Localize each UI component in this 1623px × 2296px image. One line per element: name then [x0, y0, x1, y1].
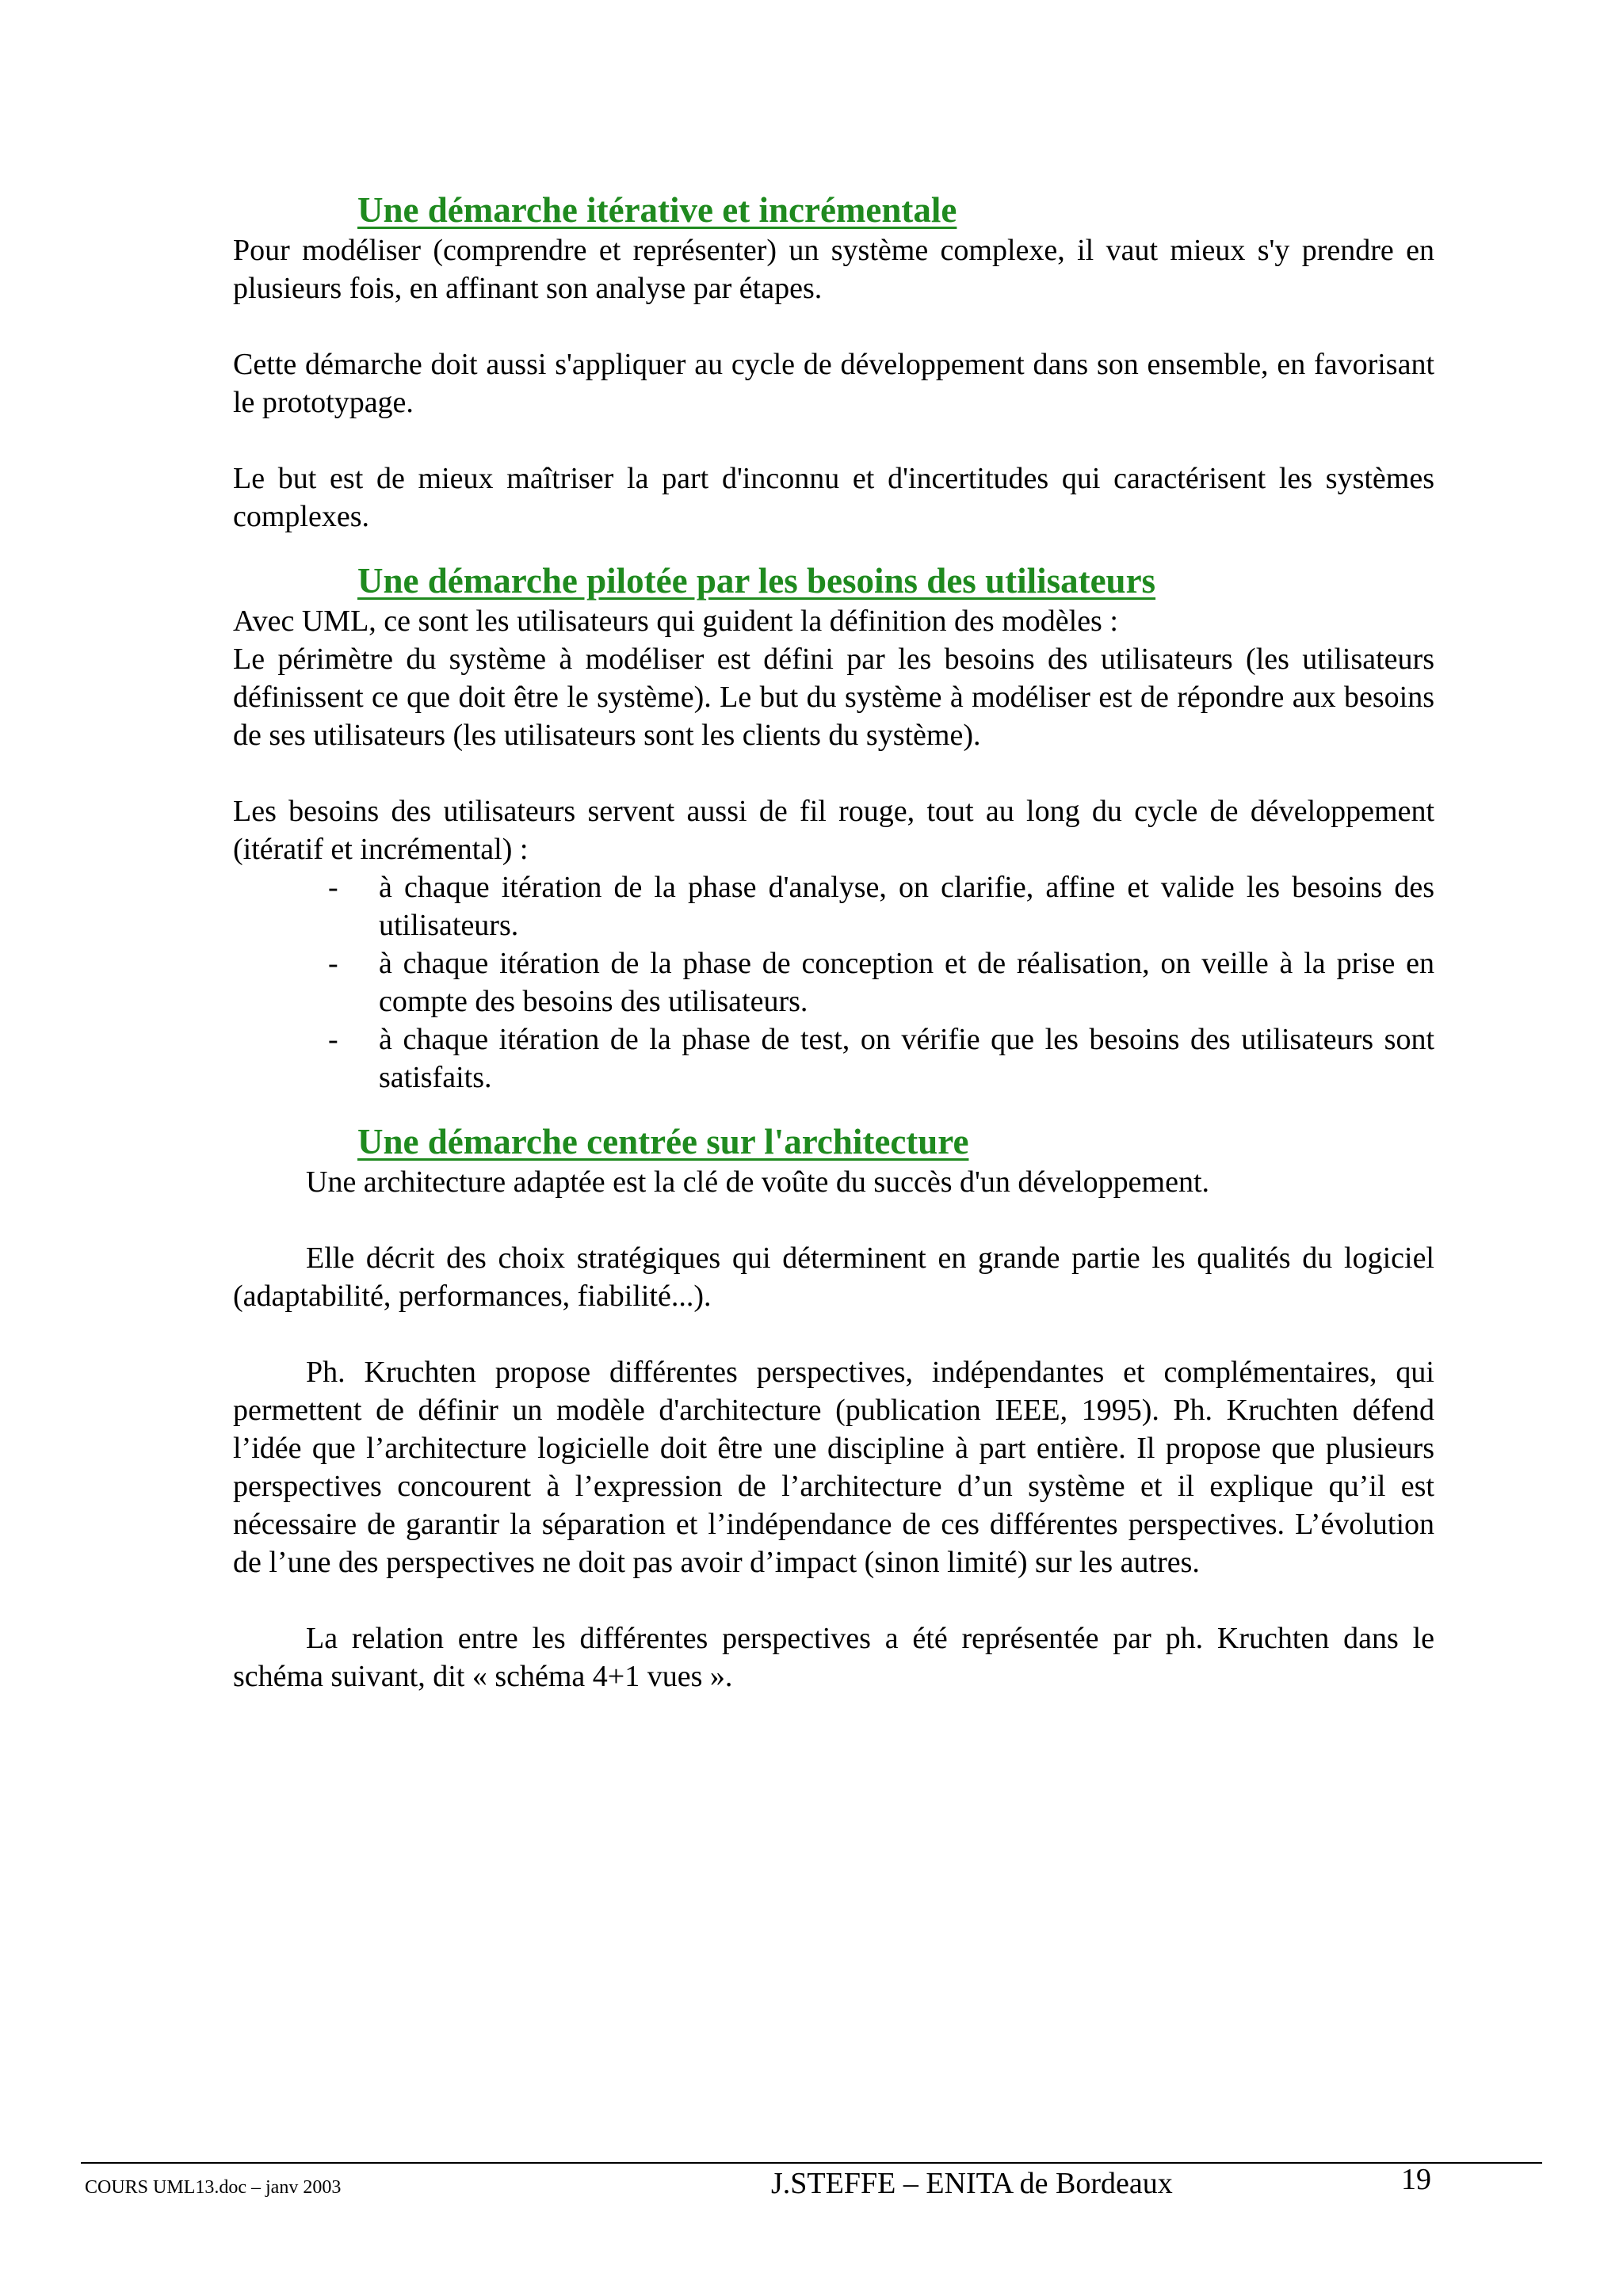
paragraph: Elle décrit des choix stratégiques qui déterminent en grande partie les qualités du logiciel (adaptabilité, performances, fiabilité...). — [233, 1241, 1434, 1313]
paragraph: Une architecture adaptée est la clé de voûte du succès d'un développement. — [306, 1165, 1210, 1199]
spacer — [233, 754, 1434, 792]
spacer — [233, 536, 1434, 559]
paragraph: Le périmètre du système à modéliser est défini par les besoins des utilisateurs (les utilisateurs définissent ce que doit être le système). Le but du système à modéliser est de répondre aux besoins de ses utilisateurs (les utilisateurs sont les clients du système). — [233, 643, 1434, 752]
paragraph: Avec UML, ce sont les utilisateurs qui guident la définition des modèles : — [233, 605, 1118, 638]
bullet-list — [233, 868, 1434, 1097]
bullet-dash: - — [328, 871, 338, 904]
list-item — [233, 944, 1434, 1020]
paragraph: Pour modéliser (comprendre et représenter) un système complexe, il vaut mieux s'y prendre en plusieurs fois, en affinant son analyse par étapes. — [233, 234, 1434, 305]
bullet-dash: - — [328, 947, 338, 980]
footer-filename: COURS UML13.doc – janv 2003 — [85, 2177, 342, 2198]
footer-author: J.STEFFE – ENITA de Bordeaux — [771, 2167, 1173, 2200]
spacer — [233, 307, 1434, 345]
page-number: 19 — [1401, 2163, 1431, 2196]
paragraph: Le but est de mieux maîtriser la part d'inconnu et d'incertitudes qui caractérisent les systèmes complexes. — [233, 462, 1434, 533]
list-item-text: à chaque itération de la phase de conception et de réalisation, on veille à la prise en compte des besoins des utilisateurs. — [379, 947, 1434, 1018]
spacer — [233, 1581, 1434, 1619]
section-heading-architecture: Une démarche centrée sur l'architecture — [357, 1122, 969, 1161]
footer-divider — [81, 2162, 1542, 2164]
spacer — [233, 421, 1434, 460]
paragraph: Les besoins des utilisateurs servent aussi de fil rouge, tout au long du cycle de développement (itératif et incrémental) : — [233, 795, 1434, 866]
spacer — [233, 1201, 1434, 1239]
list-item-text: à chaque itération de la phase de test, on vérifie que les besoins des utilisateurs sont satisfaits. — [379, 1023, 1434, 1094]
section-heading-user-needs: Une démarche pilotée par les besoins des utilisateurs — [357, 561, 1156, 601]
page-content — [233, 189, 1434, 1695]
section-heading-iterative: Une démarche itérative et incrémentale — [357, 190, 957, 230]
paragraph: Ph. Kruchten propose différentes perspectives, indépendantes et complémentaires, qui permettent de définir un modèle d'architecture (publication IEEE, 1995). Ph. Kruchten défend l’idée que l’architecture logicielle doit être une discipline à part entière. Il propose que plusieurs perspectives concourent à l’expression de l’architecture d’un système et il explique qu’il est nécessaire de garantir la séparation et l’indépendance de ces différentes perspectives. L’évolution de l’une des perspectives ne doit pas avoir d’impact (sinon limité) sur les autres. — [233, 1356, 1434, 1579]
spacer — [233, 1097, 1434, 1120]
list-item — [233, 1020, 1434, 1097]
paragraph: La relation entre les différentes perspectives a été représentée par ph. Kruchten dans le schéma suivant, dit « schéma 4+1 vues ». — [233, 1622, 1434, 1693]
list-item-text: à chaque itération de la phase d'analyse, on clarifie, affine et valide les besoins des utilisateurs. — [379, 871, 1434, 942]
list-item — [233, 868, 1434, 944]
bullet-dash: - — [328, 1023, 338, 1056]
spacer — [233, 1315, 1434, 1353]
paragraph: Cette démarche doit aussi s'appliquer au cycle de développement dans son ensemble, en favorisant le prototypage. — [233, 348, 1434, 419]
